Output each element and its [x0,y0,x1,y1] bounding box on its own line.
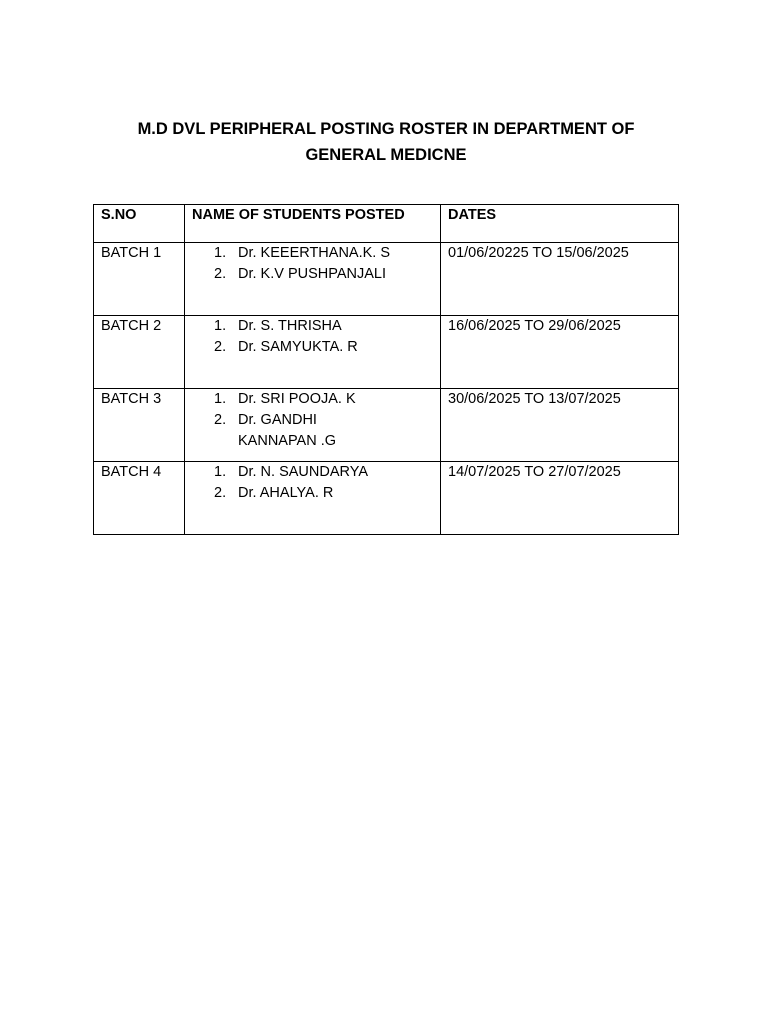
dates-cell: 14/07/2025 TO 27/07/2025 [441,462,679,535]
document-title [94,116,678,168]
student-list [192,462,433,504]
student-name: Dr. K.V PUSHPANJALI [238,266,386,282]
batch-cell: BATCH 3 [94,389,185,462]
list-number: 1. [214,318,227,334]
student-name: Dr. SAMYUKTA. R [238,339,358,355]
list-number: 2. [214,266,227,282]
header-dates: DATES [441,205,679,243]
dates-cell: 30/06/2025 TO 13/07/2025 [441,389,679,462]
document-title-line-1: M.D DVL PERIPHERAL POSTING ROSTER IN DEPARTMENT OF [137,120,635,138]
list-item [214,389,433,410]
list-item [214,316,433,337]
student-list [192,316,433,358]
table-header-row [94,205,679,243]
list-item [214,410,358,452]
batch-cell: BATCH 4 [94,462,185,535]
student-name: Dr. AHALYA. R [238,485,334,501]
batch-cell: BATCH 2 [94,316,185,389]
list-number: 1. [214,245,227,261]
list-number: 1. [214,464,227,480]
table-row [94,389,679,462]
header-sno: S.NO [94,205,185,243]
list-number: 2. [214,485,227,501]
student-name: Dr. N. SAUNDARYA [238,464,368,480]
list-item [214,243,433,264]
names-cell [185,462,441,535]
header-names: NAME OF STUDENTS POSTED [185,205,441,243]
names-cell [185,243,441,316]
student-name: Dr. S. THRISHA [238,318,342,334]
names-cell [185,316,441,389]
list-item [214,483,433,504]
table-row [94,462,679,535]
document-title-line-2: GENERAL MEDICNE [305,146,467,164]
dates-cell: 16/06/2025 TO 29/06/2025 [441,316,679,389]
student-name: Dr. KEEERTHANA.K. S [238,245,391,261]
posting-roster-table [93,204,679,535]
table-row [94,316,679,389]
student-name: Dr. GANDHI KANNAPAN .G [238,412,337,449]
list-item [214,337,433,358]
student-list [192,389,433,452]
list-number: 2. [214,412,227,428]
list-number: 2. [214,339,227,355]
student-list [192,243,433,285]
names-cell [185,389,441,462]
list-number: 1. [214,391,227,407]
list-item [214,462,433,483]
dates-cell: 01/06/20225 TO 15/06/2025 [441,243,679,316]
table-row [94,243,679,316]
student-name: Dr. SRI POOJA. K [238,391,356,407]
batch-cell: BATCH 1 [94,243,185,316]
list-item [214,264,433,285]
